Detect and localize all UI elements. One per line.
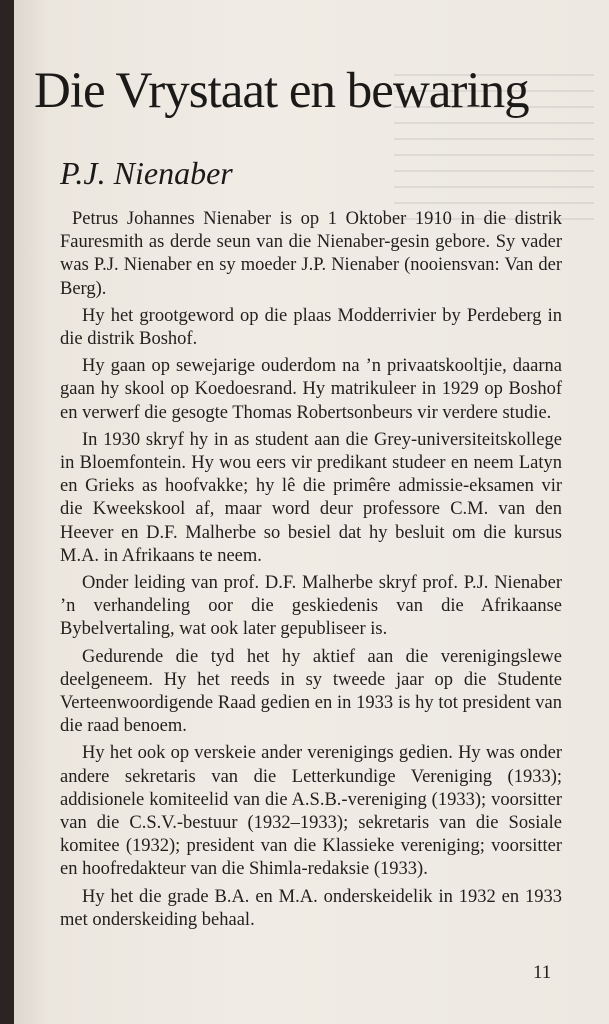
- book-page: [14, 0, 609, 1024]
- paragraph: Hy het grootgeword op die plaas Modderrivier by Perdeberg in die distrik Boshof.: [60, 305, 562, 350]
- paragraph: In 1930 skryf hy in as student aan die Grey-universiteitskollege in Bloemfontein. Hy wou eers vir predikant studeer en neem Latyn en Grieks as hoofvakke; hy lê die primêre admissie-eksamen vir die Kweekskool af, maar word deur professore C.M. van den Heever en D.F. Malherbe so besiel dat hy besluit om die kursus M.A. in Afrikaans te neem.: [60, 429, 562, 566]
- page-number: 11: [533, 962, 552, 983]
- paragraph: Onder leiding van prof. D.F. Malherbe skryf prof. P.J. Nienaber ’n verhandeling oor die geskiedenis van die Afrikaanse Bybelvertaling, wat ook later gepubliseer is.: [60, 573, 562, 640]
- paragraph: Gedurende die tyd het hy aktief aan die verenigingslewe deelgeneem. Hy het reeds in sy tweede jaar op die Studente Verteenwoordigende Raad gedien en in 1933 is hy tot president van die raad benoem.: [60, 646, 562, 737]
- paragraph: Petrus Johannes Nienaber is op 1 Oktober 1910 in die distrik Fauresmith as derde seun van die Nienaber-gesin gebore. Sy vader was P.J. Nienaber en sy moeder J.P. Nienaber (nooiensvan: Van der Berg).: [60, 209, 562, 299]
- author-name: P.J. Nienaber: [60, 155, 233, 191]
- chapter-title: Die Vrystaat en bewaring: [34, 63, 529, 119]
- paragraph: Hy het ook op verskeie ander verenigings gedien. Hy was onder andere sekretaris van die Letterkundige Vereniging (1933); addisionele komiteelid van die A.S.B.-vereniging (1933); voorsitter van die C.S.V.-bestuur (1932–1933); sekretaris van die Sosiale komitee (1932); president van die Klassieke vereniging; voorsitter en hoofredakteur van die Shimla-redaksie (1933).: [60, 743, 562, 880]
- paragraph: Hy het die grade B.A. en M.A. onderskeidelik in 1932 en 1933 met onderskeiding behaal.: [60, 886, 562, 930]
- body-text: [60, 208, 562, 936]
- paragraph: Hy gaan op sewejarige ouderdom na ’n privaatskooltjie, daarna gaan hy skool op Koedoesrand. Hy matrikuleer in 1929 op Boshof en verwerf die gesogte Thomas Robertsonbeurs vir verdere studie.: [60, 356, 562, 423]
